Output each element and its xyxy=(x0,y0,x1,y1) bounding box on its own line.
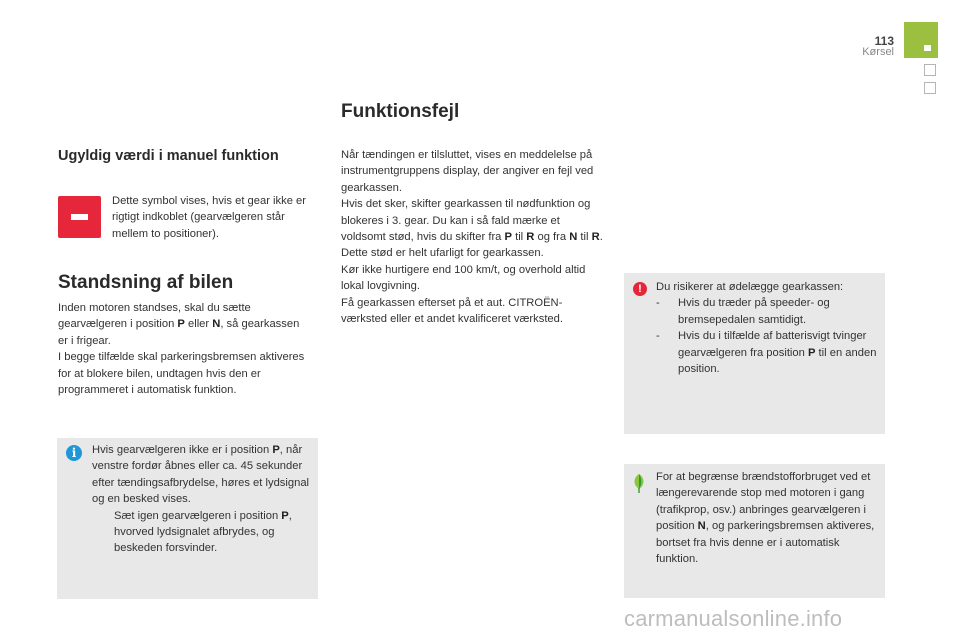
funktionsfejl-text: Når tændingen er tilsluttet, vises en meddelelse på instrumentgruppens display, der angiver en fejl ved gearkassen. Hvis det sker, skifter gearkassen til nødfunktion og blokeres i 3. gear. Du kan i så fald mærke et voldsomt stød, hvis du skifter fra P til R og fra N til R. Dette stød er helt ufarligt for gearkassen. Kør ikke hurtigere end 100 km/t, og overhold altid lokal lovgivning. Få gearkassen efterset på et aut. CITROËN-værksted eller et andet kvalificeret værksted. xyxy=(341,149,603,326)
funktionsfejl-heading: Funktionsfejl xyxy=(341,101,460,122)
chapter-tab-empty-1 xyxy=(924,64,936,76)
chapter-tab-marker xyxy=(924,45,931,51)
warning-bullet-1: - Hvis du træder på speeder- og bremsepedalen samtidigt. xyxy=(656,297,830,326)
warning-box-text: Du risikerer at ødelægge gearkassen: - Hvis du træder på speeder- og bremsepedalen samtidigt. - Hvis du i tilfælde af batterisvigt tvinger gearvælgeren fra position P til en anden position. xyxy=(656,279,878,377)
chapter-tab xyxy=(904,22,938,58)
ugyldig-text: Dette symbol vises, hvis et gear ikke er rigtigt indkoblet (gearvælgeren står mellem to positioner). xyxy=(112,195,306,240)
standsning-text: Inden motoren standses, skal du sætte gearvælgeren i position P eller N, så gearkassen er i frigear. I begge tilfælde skal parkeringsbremsen aktiveres for at blokere bilen, undtagen hvis den er programmeret i automatisk funktion. xyxy=(58,302,305,397)
leaf-icon xyxy=(631,473,647,493)
eco-box-text: For at begrænse brændstofforbruget ved et længerevarende stop med motoren i gang (trafikprop, osv.) anbringes gearvælgeren i position N, og parkeringsbremsen aktiveres, bortset fra hvis denne er i automatisk funktion. xyxy=(656,471,875,566)
watermark: carmanualsonline.info xyxy=(624,606,843,631)
info-icon: i xyxy=(66,445,82,461)
info-box-text: Hvis gearvælgeren ikke er i position P, når venstre fordør åbnes eller ca. 45 sekunder efter tændingsafbrydelse, høres et lydsignal og en besked vises. Sæt igen gearvælgeren i position P, hvorved lydsignalet afbrydes, og beskeden forsvinder. xyxy=(92,442,314,557)
standsning-heading: Standsning af bilen xyxy=(58,272,234,293)
warning-bullet-2: - Hvis du i tilfælde af batterisvigt tvinger gearvælgeren fra position P til en anden position. xyxy=(656,330,877,376)
info-box-bullet: Sæt igen gearvælgeren i position P, hvorved lydsignalet afbrydes, og beskeden forsvinder. xyxy=(114,509,292,555)
chapter-tab-empty-2 xyxy=(924,82,936,94)
warning-icon: ! xyxy=(633,282,647,296)
ugyldig-heading: Ugyldig værdi i manuel funktion xyxy=(58,148,279,164)
gear-fault-icon xyxy=(58,196,101,238)
section-name: Kørsel xyxy=(862,46,894,58)
page-number: 113 xyxy=(874,34,894,48)
